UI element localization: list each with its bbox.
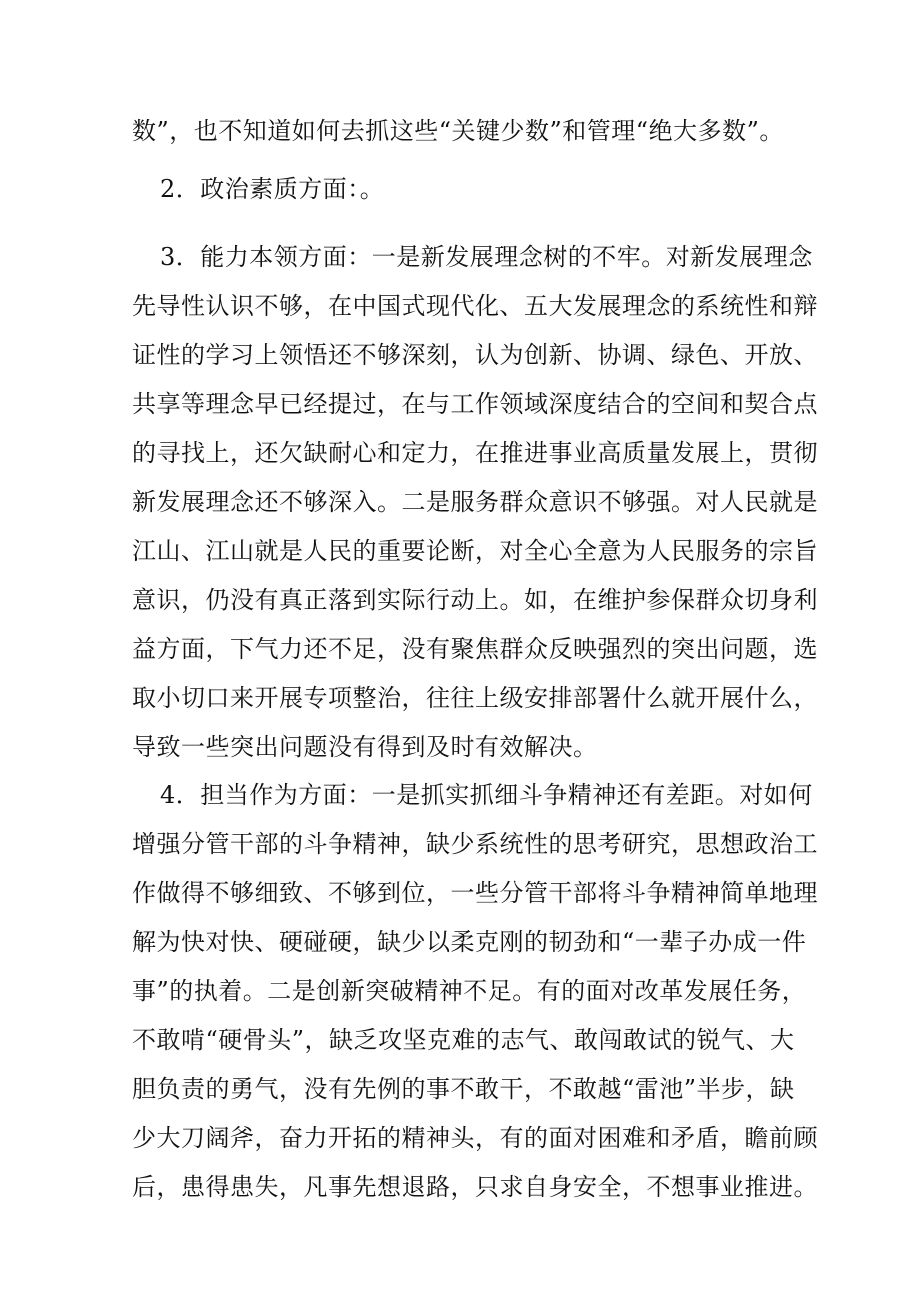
text-line: 不敢啃“硬骨头”，缺乏攻坚克难的志气、敢闯敢试的锐气、大 — [132, 1026, 795, 1054]
text-line: 的寻找上，还欠缺耐心和定力，在推进事业高质量发展上，贯彻 — [132, 439, 818, 467]
text-line: 后，患得患失，凡事先想退路，只求自身安全，不想事业推进。 — [132, 1173, 818, 1201]
text-line: 解为快对快、硬碰硬，缺少以柔克刚的韧劲和“一辈子办成一件 — [132, 928, 807, 956]
text-line: 共享等理念早已经提过，在与工作领域深度结合的空间和契合点 — [132, 390, 818, 418]
text-line: 导致一些突出问题没有得到及时有效解决。 — [132, 733, 598, 761]
text-line: 先导性认识不够，在中国式现代化、五大发展理念的系统性和辩 — [132, 292, 818, 320]
section-heading-political: 2．政治素质方面：。 — [160, 175, 385, 203]
text-line: 作做得不够细致、不够到位，一些分管干部将斗争精神简单地理 — [132, 879, 818, 907]
text-line: 取小切口来开展专项整治，往往上级安排部署什么就开展什么， — [132, 684, 818, 712]
text-line: 胆负责的勇气，没有先例的事不敢干，不敢越“雷池”半步，缺 — [132, 1075, 795, 1103]
section-heading-responsibility: 4．担当作为方面：一是抓实抓细斗争精神还有差距。对如何 — [160, 781, 813, 809]
text-line: 数”，也不知道如何去抓这些“关键少数”和管理“绝大多数”。 — [132, 117, 784, 145]
section-heading-ability: 3．能力本领方面：一是新发展理念树的不牢。对新发展理念 — [160, 243, 813, 271]
text-line: 事”的执着。二是创新突破精神不足。有的面对改革发展任务， — [132, 977, 807, 1005]
text-line: 江山、江山就是人民的重要论断，对全心全意为人民服务的宗旨 — [132, 537, 818, 565]
text-line: 意识，仍没有真正落到实际行动上。如，在维护参保群众切身利 — [132, 586, 818, 614]
text-line: 增强分管干部的斗争精神，缺少系统性的思考研究，思想政治工 — [132, 830, 818, 858]
text-line: 新发展理念还不够深入。二是服务群众意识不够强。对人民就是 — [132, 488, 818, 516]
text-line: 少大刀阔斧，奋力开拓的精神头，有的面对困难和矛盾，瞻前顾 — [132, 1124, 818, 1152]
text-line: 益方面，下气力还不足，没有聚焦群众反映强烈的突出问题，选 — [132, 635, 818, 663]
text-line: 证性的学习上领悟还不够深刻，认为创新、协调、绿色、开放、 — [132, 341, 818, 369]
